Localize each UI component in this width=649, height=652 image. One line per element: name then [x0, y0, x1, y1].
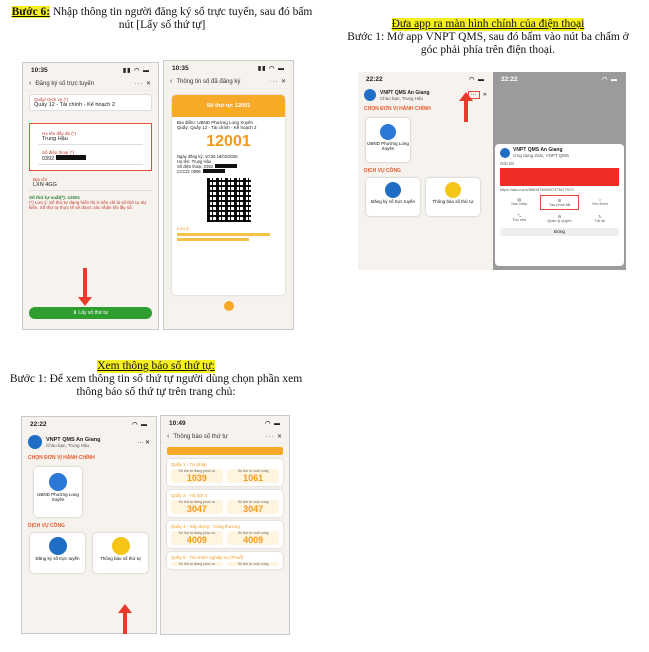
queue-card: Quầy 3 - Hộ tịch 3 Số thứ tự đang phục vụ 3047 Số thứ tự cuối cùng 3047 — [167, 490, 283, 517]
section-instruction: Bước 1: Để xem thông tin số thứ tự người dùng chọn phần xem thông báo số thứ tự trên trang chủ: — [9, 373, 303, 398]
signal-icon: ▮▮ ◠ ▬ — [122, 67, 150, 74]
signal-icon: ▮▮ ◠ ▬ — [257, 65, 285, 72]
clock: 22:22 — [366, 75, 383, 83]
ticket-code: CCCD: 0896 — [177, 169, 280, 174]
phone-home — [21, 416, 157, 634]
section-heading: Đưa app ra màn hình chính của điện thoại — [391, 18, 585, 30]
app-logo-icon — [500, 148, 510, 158]
card-title: Quầy 3 - Hộ tịch 3 — [171, 493, 208, 498]
home-left — [358, 72, 493, 270]
card-title: Quầy 5 - Tài chính nghiệp vụ (Thuế) — [171, 555, 244, 560]
home-screen-caption — [338, 18, 638, 57]
ticket-card — [172, 95, 285, 295]
more-icon[interactable]: ··· ✕ — [265, 434, 283, 440]
more-icon[interactable]: ··· ✕ — [134, 81, 152, 87]
action-grid — [500, 195, 619, 225]
ticket-dot — [224, 301, 234, 311]
step6-caption — [6, 6, 318, 32]
app-logo-icon — [364, 89, 376, 101]
phone-input[interactable] — [38, 148, 143, 165]
app-header — [22, 431, 156, 453]
ticket-banner: Số thứ tự: 12001 — [172, 95, 285, 117]
unit-logo-icon — [380, 124, 396, 140]
download-icon: ⬇ — [72, 310, 78, 316]
qr-code — [207, 178, 251, 222]
register-tile[interactable] — [366, 178, 420, 216]
share-sheet — [495, 144, 624, 266]
star-icon: ☆ — [598, 198, 602, 202]
ticket-counter: Quầy: Quầy 12 - Tài chính - Kế hoạch 2 — [177, 125, 257, 130]
tile-label: Đăng ký số trực tuyến — [370, 199, 416, 204]
signal-icon: ◠ ▬ — [132, 421, 148, 428]
pointer-arrow — [464, 100, 468, 122]
clock: 22:22 — [30, 420, 47, 428]
redacted-contacts — [500, 168, 619, 186]
register-tile[interactable] — [30, 533, 85, 573]
share-right — [493, 72, 626, 270]
address-input[interactable] — [29, 175, 152, 191]
field-label: Quầy/ Dịch vụ (*) — [34, 97, 69, 102]
tile-label: Đăng ký số trực tuyến — [35, 556, 80, 561]
serving-number: 3047 — [186, 504, 207, 514]
status-bar — [23, 63, 158, 77]
close-sheet-button[interactable]: Đóng — [500, 228, 619, 236]
status-bar — [358, 72, 493, 86]
step6-text: Nhập thông tin người đăng ký số trực tuyến, sau đó bấm nút [Lấy số thứ tự] — [53, 6, 313, 31]
unit-tile[interactable] — [34, 467, 82, 517]
name-input[interactable] — [38, 129, 143, 145]
close-icon[interactable]: ✕ — [482, 92, 487, 98]
reload-action[interactable]: ↻ Tải lại — [581, 212, 619, 225]
page-title: Đăng ký số trực tuyến — [35, 80, 95, 87]
unit-logo-icon — [49, 473, 67, 491]
create-shortcut-action[interactable]: ⊞ Tạo phím tắt — [540, 195, 578, 210]
section-unit: CHỌN ĐƠN VỊ HÀNH CHÍNH — [364, 106, 431, 112]
app-sub: Chào bạn, Trung Hậu — [380, 95, 424, 101]
quota-label: Số thứ tự xuất(*): 12001 — [29, 195, 81, 200]
section-heading: Xem thông báo số thứ tự: — [97, 360, 215, 372]
status-bar — [161, 416, 289, 430]
back-icon[interactable]: ‹ — [170, 78, 173, 85]
serving-number: 1039 — [186, 473, 207, 483]
button-label: Lấy số thứ tự — [78, 310, 109, 316]
sheet-sub: Ứng dụng Zalo, VNPT QMS — [513, 153, 570, 158]
sheet-url: https://zalo.me/s/588187896307473877927/ — [500, 188, 575, 192]
bell-icon — [445, 182, 461, 198]
clock: 10:49 — [169, 419, 186, 427]
last-number: 1061 — [243, 473, 264, 483]
field-label: Số điện thoại (*) — [42, 150, 75, 155]
clock: 10:35 — [172, 64, 189, 72]
section-unit: CHỌN ĐƠN VỊ HÀNH CHÍNH — [28, 455, 95, 461]
queue-card: Quầy 4 - Xây dựng - Công thương Số thứ tự đang phục vụ 4009 Số thứ tự cuối cùng 4009 — [167, 521, 283, 548]
copy-icon: ▤ — [517, 198, 521, 202]
section-service: DỊCH VỤ CÔNG — [364, 168, 401, 174]
ticket-note-title: Lưu ý: — [177, 226, 190, 231]
card-title: Quầy 1 - Tư pháp — [171, 462, 207, 467]
field-value: Quầy 12 - Tài chính - Kế hoạch 2 — [34, 102, 115, 108]
more-icon[interactable]: ··· ✕ — [269, 79, 287, 85]
service-row — [22, 531, 156, 575]
card-title: Quầy 4 - Xây dựng - Công thương — [171, 524, 240, 529]
status-bar — [164, 61, 293, 75]
back-icon[interactable]: ‹ — [29, 80, 32, 87]
field-value: Trung Hậu — [42, 136, 68, 142]
queue-header-bar — [167, 447, 283, 455]
notify-tile[interactable] — [426, 178, 480, 216]
app-logo-icon — [28, 435, 42, 449]
reload-icon: ↻ — [598, 215, 602, 219]
phone-register-form — [22, 62, 159, 330]
note-text: (*) Lưu ý: Số thứ tự đang hiển thị ở trên chỉ là số thứ tự dự kiến. Số thứ tự thực tế sẽ được xác nhận khi lấy số. — [29, 200, 147, 210]
register-icon — [385, 182, 401, 198]
app-name: VNPT QMS An Giang — [46, 436, 101, 443]
ticket-body — [172, 117, 285, 244]
phone-ticket-info — [163, 60, 294, 330]
service-row — [358, 176, 493, 218]
more-menu-button[interactable]: ··· — [468, 91, 480, 99]
queue-caption — [6, 360, 306, 399]
permissions-action[interactable]: ⚙ Quản lý quyền — [540, 212, 578, 225]
status-bar — [493, 72, 626, 86]
signal-icon: ◠ ▬ — [602, 76, 618, 83]
serving-number: 4009 — [186, 535, 207, 545]
input-highlight-box — [29, 123, 152, 171]
last-number: 3047 — [243, 504, 264, 514]
more-icon[interactable]: ··· ✕ — [137, 439, 150, 446]
note-line — [177, 233, 270, 236]
back-icon[interactable]: ‹ — [167, 433, 170, 440]
minimize-icon: ⤡ — [517, 214, 521, 218]
queue-card: Quầy 1 - Tư pháp Số thứ tự đang phục vụ 1039 Số thứ tự cuối cùng 1061 — [167, 459, 283, 486]
field-label: Họ tên đầy đủ (*) — [42, 131, 77, 136]
last-number: 4009 — [243, 535, 264, 545]
sheet-title: VNPT QMS An Giang — [513, 147, 563, 153]
ticket-number: 12001 — [206, 133, 251, 150]
pointer-arrow — [123, 612, 127, 634]
signal-icon: ◠ ▬ — [469, 76, 485, 83]
signal-icon: ◠ ▬ — [265, 420, 281, 427]
field-label: Địa chỉ — [33, 177, 47, 182]
redacted-bar — [56, 155, 86, 160]
page-title: Thông tin số đã đăng ký — [176, 78, 241, 85]
unit-tile[interactable] — [366, 118, 410, 162]
nav-bar — [23, 77, 158, 91]
service-select[interactable] — [29, 94, 152, 111]
step-label: Bước 6: — [11, 6, 51, 18]
ticket-phone: Số điện thoại: 0392 — [177, 164, 280, 169]
sheet-header — [500, 147, 619, 158]
section-service: DỊCH VỤ CÔNG — [28, 523, 65, 529]
unit-name: UBND Phường Long Xuyên — [367, 141, 409, 151]
copy-action[interactable]: ▤ Sao chép — [500, 195, 538, 210]
get-number-button[interactable] — [29, 307, 152, 319]
nav-bar — [164, 75, 293, 89]
quota-block — [29, 195, 152, 210]
ticket-date: Ngày đăng ký: 10:35 18/02/2025 — [177, 154, 238, 159]
queue-card: Quầy 5 - Tài chính nghiệp vụ (Thuế) Số thứ tự đang phục vụ Số thứ tự cuối cùng — [167, 552, 283, 569]
sheet-section: Gửi tới — [500, 161, 514, 166]
pointer-arrow — [83, 268, 87, 298]
nav-bar — [161, 430, 289, 444]
settings-icon: ⚙ — [557, 215, 562, 219]
ticket-place: Địa điểm: UBND Phường Long Xuyên — [177, 120, 254, 125]
clock: 22:22 — [501, 75, 518, 83]
section-instruction: Bước 1: Mở app VNPT QMS, sau đó bấm vào nút ba chấm ở góc phải phía trên điện thoại. — [347, 31, 629, 56]
app-name: VNPT QMS An Giang — [380, 89, 430, 96]
tile-label: Thông báo số thứ tự — [99, 556, 142, 561]
field-value: 0392 — [42, 155, 139, 162]
note-line — [177, 238, 249, 241]
favorite-action[interactable]: ☆ Yêu thích — [581, 195, 619, 210]
unit-name: UBND Phường Long Xuyên — [37, 492, 79, 502]
page-title: Thông báo số thứ tự — [173, 433, 229, 440]
field-value: LXN 4GG — [33, 182, 57, 188]
bell-icon — [112, 537, 130, 555]
notify-tile[interactable] — [93, 533, 148, 573]
tile-label: Thông báo số thứ tự — [432, 199, 474, 204]
ticket-person: Họ tên: Trung Hậu — [177, 159, 212, 164]
phone-share-sheet — [358, 72, 626, 270]
register-icon — [49, 537, 67, 555]
minimize-action[interactable]: ⤡ Thu nhỏ — [500, 212, 538, 225]
shortcut-icon: ⊞ — [557, 199, 562, 203]
clock: 10:35 — [31, 66, 48, 74]
status-bar — [22, 417, 156, 431]
app-sub: Chào bạn, Trung Hậu — [46, 442, 90, 448]
phone-queue — [160, 415, 290, 635]
